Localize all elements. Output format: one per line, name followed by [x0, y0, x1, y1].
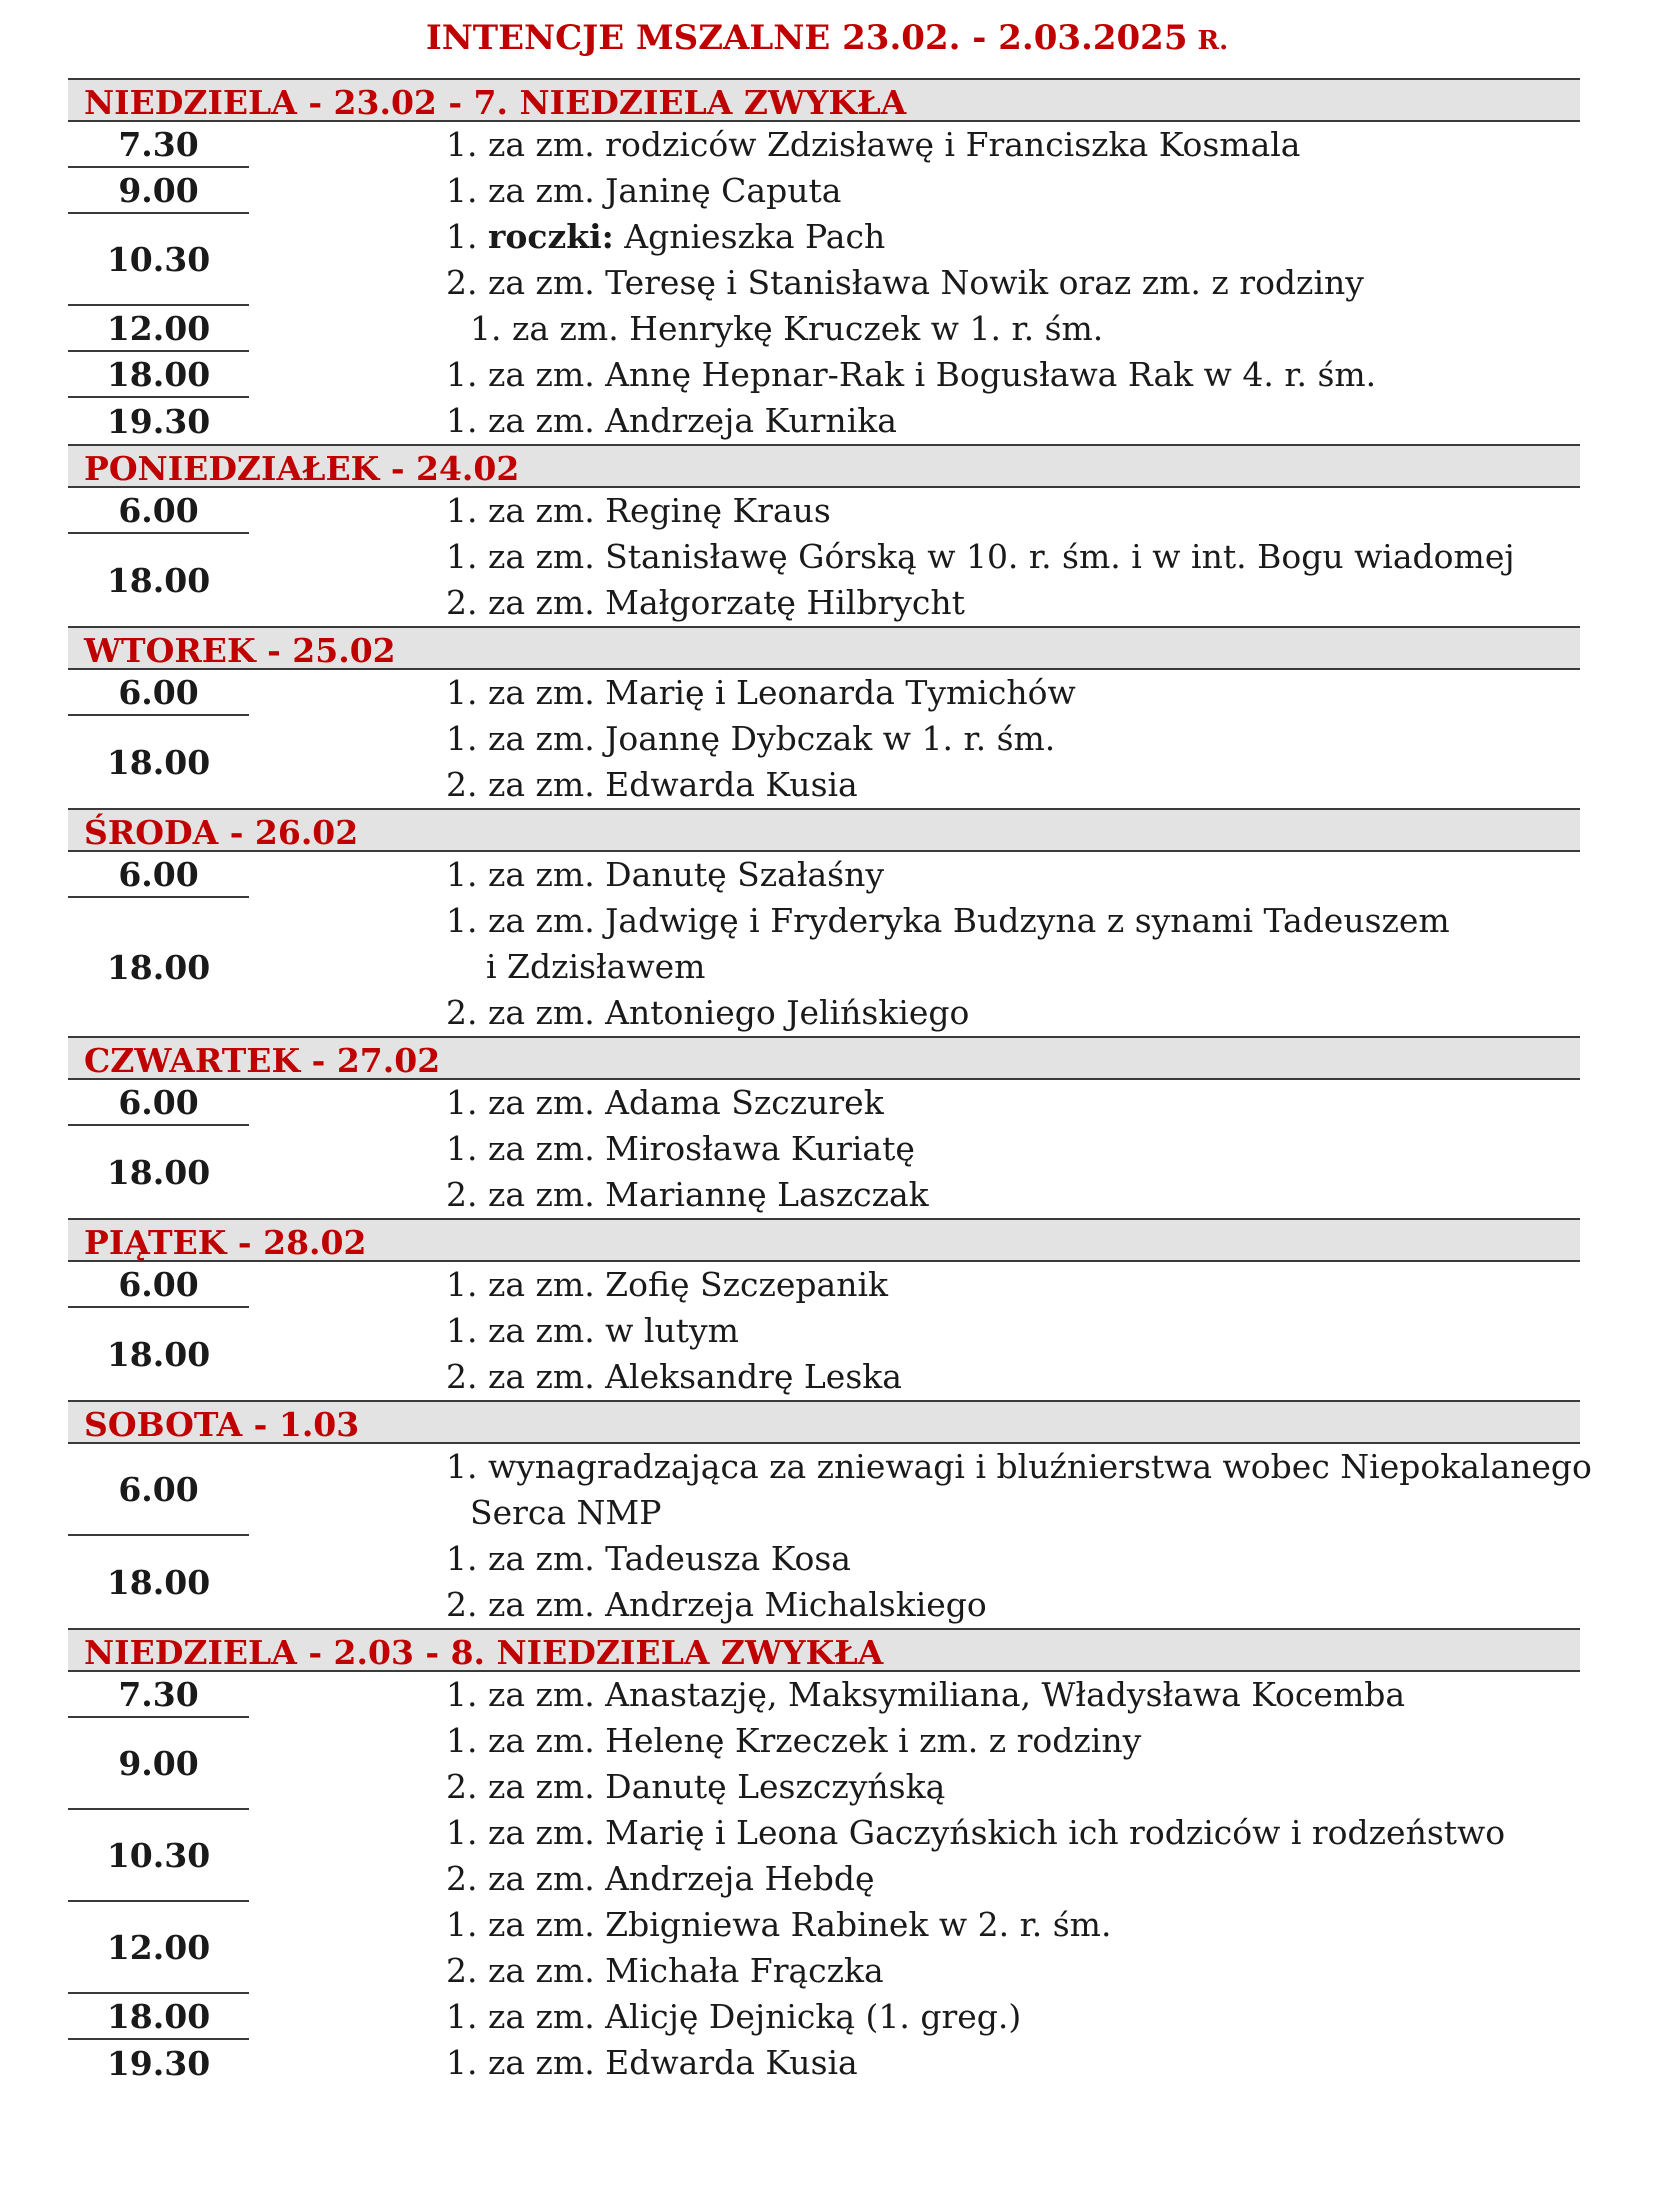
intention-text: 1. za zm. Danutę Szałaśny — [446, 855, 884, 894]
intention-line — [446, 1672, 1405, 1718]
intention-text: 2. za zm. Andrzeja Michalskiego — [446, 1585, 987, 1624]
intention-list — [249, 1994, 1021, 2040]
intention-line — [446, 762, 1055, 808]
day-section — [68, 1400, 1592, 1628]
mass-slot — [68, 122, 1580, 168]
intention-line — [446, 580, 1515, 626]
intention-text: 1. za zm. w lutym — [446, 1311, 739, 1350]
intention-text: 1. za zm. Jadwigę i Fryderyka Budzyna z synami Tadeuszem — [446, 901, 1450, 940]
intention-type-label: roczki: — [487, 217, 614, 256]
intention-list — [249, 488, 831, 534]
intention-text: 2. za zm. Edwarda Kusia — [446, 765, 858, 804]
mass-slot — [68, 398, 1580, 444]
mass-time: 18.00 — [106, 1562, 211, 1602]
mass-time: 6.00 — [68, 852, 249, 898]
intention-list — [249, 168, 841, 214]
intention-text: 1. za zm. Anastazję, Maksymiliana, Władysława Kocemba — [446, 1675, 1406, 1714]
mass-time: 7.30 — [68, 122, 249, 168]
day-section — [68, 808, 1580, 1036]
page-title-main: INTENCJE MSZALNE 23.02. - 2.03.2025 — [425, 18, 1188, 58]
intention-line — [446, 352, 1376, 398]
mass-slot — [68, 168, 1580, 214]
intention-line — [446, 2040, 858, 2086]
intention-line — [446, 1262, 888, 1308]
intention-line — [446, 1354, 902, 1400]
mass-time: 9.00 — [68, 1718, 249, 1810]
intention-text: 1. za zm. Henrykę Kruczek w 1. r. śm. — [470, 309, 1104, 348]
intention-list — [249, 1080, 884, 1126]
mass-slot — [68, 534, 1580, 626]
intention-list — [249, 2040, 858, 2086]
intention-text: 1. za zm. Janinę Caputa — [446, 171, 842, 210]
mass-slot — [68, 1718, 1580, 1810]
day-header: NIEDZIELA - 2.03 - 8. NIEDZIELA ZWYKŁA — [68, 1628, 1580, 1672]
mass-slot — [68, 1126, 1580, 1218]
intention-line — [446, 1536, 987, 1582]
day-header: ŚRODA - 26.02 — [68, 808, 1580, 852]
intention-line — [446, 1126, 929, 1172]
mass-slot — [68, 1902, 1580, 1994]
intention-text: 1. za zm. Helenę Krzeczek i zm. z rodziny — [446, 1721, 1142, 1760]
mass-slot — [68, 1672, 1580, 1718]
mass-time: 7.30 — [68, 1672, 249, 1718]
intention-list — [249, 534, 1515, 626]
intention-line — [446, 1810, 1505, 1856]
intention-line — [446, 990, 1450, 1036]
intention-list — [249, 852, 884, 898]
mass-slot — [68, 1994, 1580, 2040]
intention-list — [249, 670, 1076, 716]
intention-text: 1. za zm. Mirosława Kuriatę — [446, 1129, 915, 1168]
day-section — [68, 626, 1580, 808]
mass-time: 12.00 — [68, 1902, 249, 1994]
intention-line — [446, 1444, 1592, 1490]
mass-slot — [68, 214, 1580, 306]
intention-line — [446, 306, 1103, 352]
intention-list — [249, 398, 897, 444]
day-section — [68, 444, 1580, 626]
intention-text: 2. za zm. Mariannę Laszczak — [446, 1175, 929, 1214]
mass-time: 18.00 — [106, 560, 211, 600]
intention-text: 2. za zm. Andrzeja Hebdę — [446, 1859, 875, 1898]
mass-time: 6.00 — [68, 488, 249, 534]
intention-line — [446, 1080, 884, 1126]
mass-slot — [68, 1444, 1592, 1536]
day-header: PIĄTEK - 28.02 — [68, 1218, 1580, 1262]
mass-time: 19.30 — [106, 2043, 211, 2083]
intention-list — [249, 716, 1055, 808]
mass-slot — [68, 1308, 1580, 1400]
intention-line — [446, 898, 1450, 944]
mass-time: 18.00 — [106, 1152, 211, 1192]
day-header: WTOREK - 25.02 — [68, 626, 1580, 670]
mass-time: 6.00 — [68, 1080, 249, 1126]
mass-slot — [68, 1536, 1580, 1628]
intention-text: 2. za zm. Antoniego Jelińskiego — [446, 993, 970, 1032]
mass-slot — [68, 716, 1580, 808]
mass-time: 6.00 — [68, 1262, 249, 1308]
intention-text: 2. za zm. Teresę i Stanisława Nowik oraz zm. z rodziny — [446, 263, 1364, 302]
mass-slot — [68, 670, 1580, 716]
intention-list — [249, 898, 1450, 1036]
intention-text: i Zdzisławem — [486, 947, 706, 986]
mass-time: 6.00 — [68, 670, 249, 716]
day-header: CZWARTEK - 27.02 — [68, 1036, 1580, 1080]
mass-slot — [68, 306, 1580, 352]
intention-list — [249, 1810, 1505, 1902]
mass-schedule — [68, 78, 1592, 2086]
mass-slot — [68, 1262, 1580, 1308]
mass-time: 18.00 — [106, 947, 211, 987]
intention-list — [249, 306, 1103, 352]
intention-text: 1. wynagradzająca za zniewagi i bluźnierstwa wobec Niepokalanego — [446, 1447, 1592, 1486]
day-section — [68, 1218, 1580, 1400]
intention-line — [446, 1856, 1505, 1902]
intention-text: 1. za zm. Edwarda Kusia — [446, 2043, 858, 2082]
intention-text: 1. za zm. Tadeusza Kosa — [446, 1539, 851, 1578]
mass-slot — [68, 1080, 1580, 1126]
intention-text: 2. za zm. Danutę Leszczyńską — [446, 1767, 946, 1806]
mass-time: 18.00 — [106, 1334, 211, 1374]
mass-slot — [68, 898, 1580, 1036]
intention-line — [446, 670, 1076, 716]
intention-line — [446, 1582, 987, 1628]
intention-line — [446, 1490, 1592, 1536]
intention-text: Serca NMP — [470, 1493, 662, 1532]
intention-text: 1. za zm. Adama Szczurek — [446, 1083, 884, 1122]
intention-text: 2. za zm. Michała Frączka — [446, 1951, 884, 1990]
intention-list — [249, 1444, 1592, 1536]
day-section — [68, 1036, 1580, 1218]
intention-text: 1. za zm. Stanisławę Górską w 10. r. śm. i w int. Bogu wiadomej — [446, 537, 1515, 576]
day-section — [68, 78, 1580, 444]
intention-list — [249, 1902, 1111, 1994]
intention-list — [249, 122, 1300, 168]
intention-text: 1. za zm. Zbigniewa Rabinek w 2. r. śm. — [446, 1905, 1112, 1944]
intention-line — [446, 260, 1364, 306]
mass-slot — [68, 852, 1580, 898]
mass-time: 9.00 — [68, 168, 249, 214]
day-header: PONIEDZIAŁEK - 24.02 — [68, 444, 1580, 488]
intention-text: 1. za zm. rodziców Zdzisławę i Franciszka Kosmala — [446, 125, 1301, 164]
intention-text: 1. za zm. Marię i Leona Gaczyńskich ich rodziców i rodzeństwo — [446, 1813, 1506, 1852]
intention-line — [446, 944, 1450, 990]
intention-text: 1. za zm. Joannę Dybczak w 1. r. śm. — [446, 719, 1056, 758]
intention-line — [446, 1994, 1021, 2040]
intention-line — [446, 716, 1055, 762]
mass-slot — [68, 352, 1580, 398]
intention-text: 2. za zm. Aleksandrę Leska — [446, 1357, 902, 1396]
intention-number: 1. — [446, 217, 488, 256]
mass-slot — [68, 1810, 1580, 1902]
intention-line — [446, 168, 841, 214]
intention-list — [249, 352, 1376, 398]
intention-list — [249, 1536, 987, 1628]
mass-time: 10.30 — [68, 214, 249, 306]
mass-time: 10.30 — [68, 1810, 249, 1902]
intention-line — [446, 1172, 929, 1218]
mass-time: 18.00 — [68, 352, 249, 398]
day-header: SOBOTA - 1.03 — [68, 1400, 1580, 1444]
intention-text: Agnieszka Pach — [613, 217, 886, 256]
intention-list — [249, 1308, 902, 1400]
intention-list — [249, 214, 1364, 306]
intention-line — [446, 1764, 1141, 1810]
intention-text: 1. za zm. Andrzeja Kurnika — [446, 401, 897, 440]
intention-text: 1. za zm. Marię i Leonarda Tymichów — [446, 673, 1076, 712]
intention-line — [446, 1948, 1111, 1994]
intention-text: 1. za zm. Alicję Dejnicką (1. greg.) — [446, 1997, 1022, 2036]
mass-time: 12.00 — [68, 306, 249, 352]
mass-time: 18.00 — [106, 742, 211, 782]
intention-line — [446, 534, 1515, 580]
intention-text: 1. za zm. Zofię Szczepanik — [446, 1265, 889, 1304]
intention-text: 1. za zm. Annę Hepnar-Rak i Bogusława Rak w 4. r. śm. — [446, 355, 1377, 394]
intention-line — [446, 488, 831, 534]
intention-line — [446, 1308, 902, 1354]
intention-list — [249, 1718, 1141, 1810]
intention-text: 2. za zm. Małgorzatę Hilbrycht — [446, 583, 965, 622]
intention-line — [446, 852, 884, 898]
intention-text: 1. za zm. Reginę Kraus — [446, 491, 831, 530]
day-section — [68, 1628, 1580, 2086]
intention-line — [446, 398, 897, 444]
intention-line — [446, 1902, 1111, 1948]
intention-list — [249, 1262, 888, 1308]
mass-time: 19.30 — [106, 401, 211, 441]
intention-list — [249, 1126, 929, 1218]
mass-time: 6.00 — [68, 1444, 249, 1536]
intention-line — [446, 1718, 1141, 1764]
mass-slot — [68, 2040, 1580, 2086]
intention-line — [446, 122, 1300, 168]
intention-list — [249, 1672, 1405, 1718]
page-title-suffix: R. — [1197, 26, 1229, 56]
intention-line — [446, 214, 1364, 260]
day-header: NIEDZIELA - 23.02 - 7. NIEDZIELA ZWYKŁA — [68, 78, 1580, 122]
mass-time: 18.00 — [68, 1994, 249, 2040]
mass-slot — [68, 488, 1580, 534]
page-title — [0, 18, 1654, 58]
